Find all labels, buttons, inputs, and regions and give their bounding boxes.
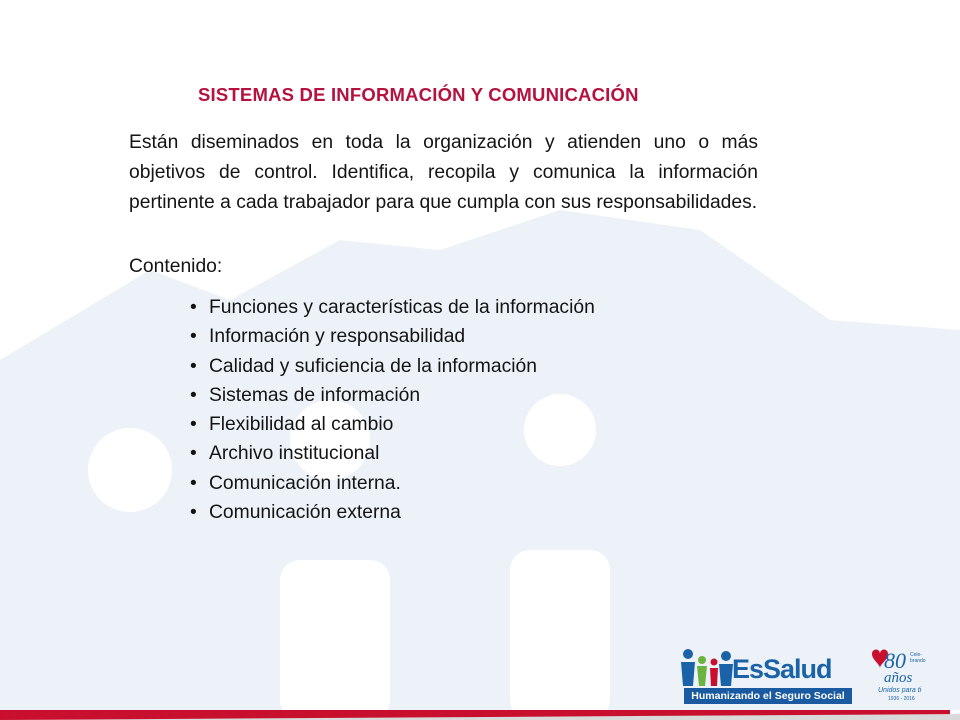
bullet-icon: • xyxy=(190,384,197,406)
list-item-text: Calidad y suficiencia de la información xyxy=(209,355,537,377)
list-item xyxy=(190,352,595,381)
svg-text:80: 80 xyxy=(884,648,906,673)
list-item-text: Flexibilidad al cambio xyxy=(209,414,394,436)
list-item-text: Archivo institucional xyxy=(209,443,380,465)
svg-text:años: años xyxy=(884,670,913,686)
bullet-icon: • xyxy=(190,326,197,348)
essalud-logo xyxy=(676,644,854,710)
list-item xyxy=(190,498,595,527)
bullet-icon: • xyxy=(190,443,197,465)
bullet-icon: • xyxy=(190,502,197,524)
essalud-family-logo-icon xyxy=(678,646,738,688)
list-item-text: Información y responsabilidad xyxy=(209,326,466,348)
list-item xyxy=(190,469,595,498)
svg-text:brando: brando xyxy=(910,658,926,664)
essalud-wordmark: EsSalud xyxy=(732,654,832,684)
svg-text:Cele-: Cele- xyxy=(910,652,922,658)
list-item xyxy=(190,410,595,439)
list-item-text: Comunicación interna. xyxy=(209,472,401,494)
list-item xyxy=(190,381,595,410)
bullet-icon: • xyxy=(190,297,197,318)
svg-text:1936 - 2016: 1936 - 2016 xyxy=(888,696,915,702)
bullet-icon: • xyxy=(190,472,197,494)
footer-logos xyxy=(676,636,960,720)
content-list xyxy=(190,293,595,527)
intro-paragraph: Están diseminados en toda la organización y atienden uno o más objetivos de control. Identifica, recopila y comunica la información pertinente a cada trabajador para que cumpla con sus responsabilidades. xyxy=(129,132,758,213)
slide-title: SISTEMAS DE INFORMACIÓN Y COMUNICACIÓN xyxy=(198,84,639,105)
footer-stripe xyxy=(0,710,960,720)
list-item xyxy=(190,293,595,322)
svg-text:Unidos para ti: Unidos para ti xyxy=(878,687,922,694)
bullet-icon: • xyxy=(190,414,197,436)
list-item-text: Funciones y características de la información xyxy=(209,297,595,318)
list-item-text: Sistemas de información xyxy=(209,384,421,406)
essalud-tagline: Humanizando el Seguro Social xyxy=(684,688,852,704)
content-label: Contenido: xyxy=(129,256,223,277)
bullet-icon: • xyxy=(190,355,197,377)
list-item xyxy=(190,322,595,351)
list-item xyxy=(190,439,595,468)
list-item-text: Comunicación externa xyxy=(209,502,401,524)
anniversary-logo xyxy=(864,642,934,704)
